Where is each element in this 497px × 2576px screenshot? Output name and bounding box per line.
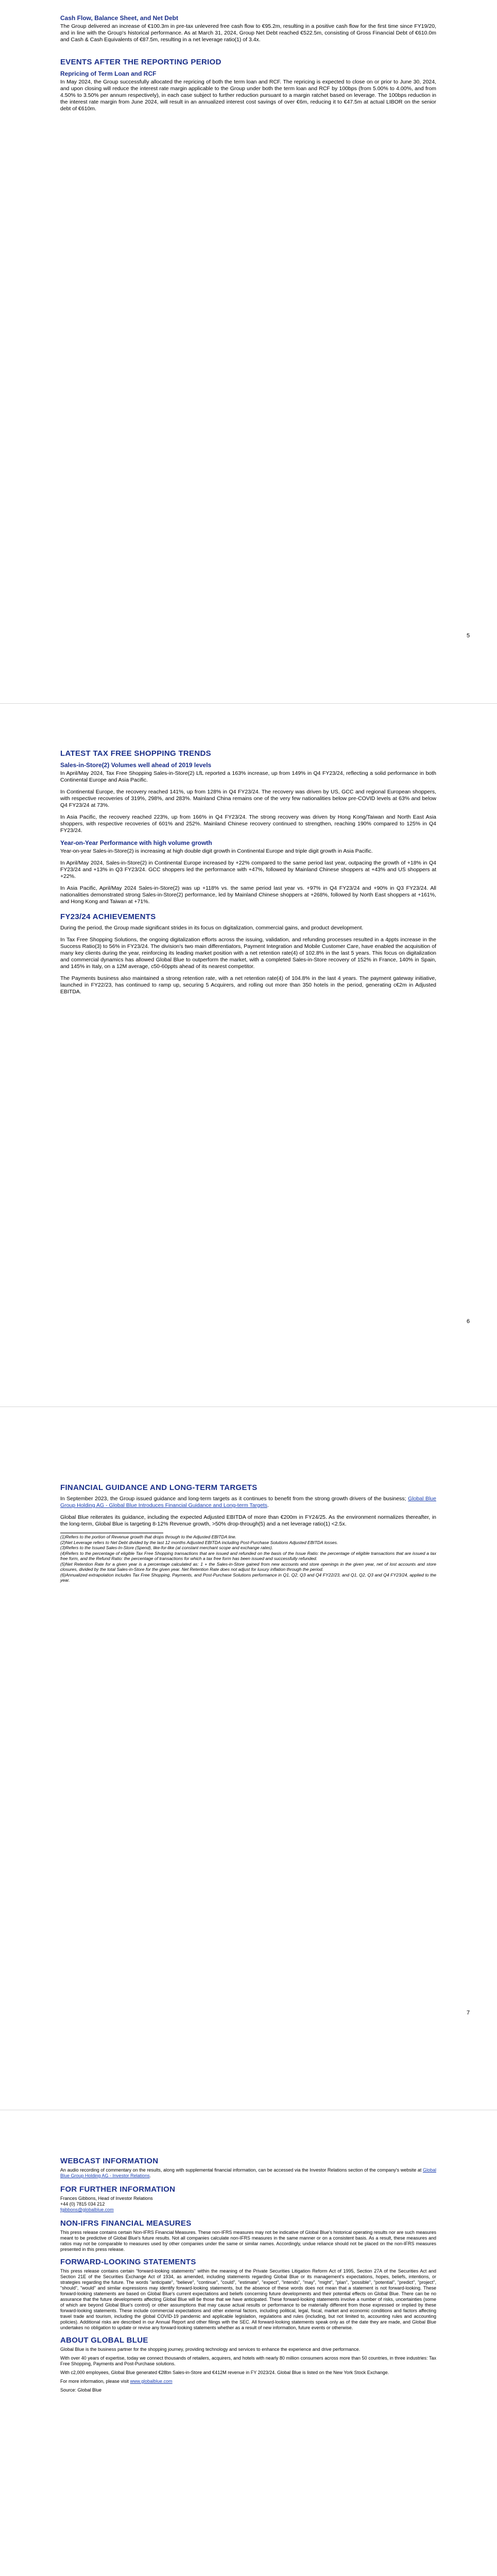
guidance-paragraph: Global Blue reiterates its guidance, including the expected Adjusted EBITDA of more than €200m in FY24/25. As the environment normalizes thereafter, in the long-term, Global Blue is targeting 8-12% Revenue growth, >50% drop-through(5) and a net leverage ratio(1) <2.5x.: [60, 1514, 436, 1527]
achievements-paragraph: In Tax Free Shopping Solutions, the ongoing digitalization efforts across the issuing, validation, and refunding processes resulted in a 4ppts increase in the Success Ratio(3) to 56% in FY23/24. The division's two main differentiators, Payment Integration and Mobile Customer Care, have enabled the acquisition of many key clients during the year, reinforcing its leading market position with a net retention rate(4) of 102.8% in the last 5 years. This focus on digitalization and commercial dynamics has allowed Global Blue to outperform the market, with a completed Sales-in-Store recovery of 152% in France, 140% in Spain, and 145% in Italy, on a 12M average, c50-60ppts ahead of its nearest competitor.: [60, 937, 436, 970]
website-link[interactable]: www.globalblue.com: [130, 2379, 173, 2384]
guidance-press-release-link[interactable]: Global Blue Group Holding AG - Global Blue Introduces Financial Guidance and Long-term Targets: [60, 1496, 436, 1509]
webcast-paragraph: An audio recording of commentary on the results, along with supplemental financial information, can be accessed via the Investor Relations section of the company's website at Global Blue Group Holding AG - Investor Relations.: [60, 2167, 436, 2178]
trends-paragraph: Year-on-year Sales-in-Store(2) is increasing at high double digit growth in Continental Europe and triple digit growth in Asia Pacific.: [60, 848, 373, 854]
page-6: [0, 703, 497, 1407]
non-ifrs-heading: NON-IFRS FINANCIAL MEASURES: [60, 2219, 192, 2228]
achievements-heading: FY23/24 ACHIEVEMENTS: [60, 912, 156, 921]
footnote: (2)Net Leverage refers to Net Debt divided by the last 12 months Adjusted EBITDA including Post-Purchase Solutions Adjusted EBITDA losses.: [60, 1539, 338, 1545]
forward-looking-heading: FORWARD-LOOKING STATEMENTS: [60, 2258, 196, 2266]
page-number: 5: [467, 633, 470, 639]
page-5-content: [60, 14, 436, 117]
footnote: (6)Annualized extrapolation includes Tax Free Shopping, Payments, and Post-Purchase Solutions performance in Q1, Q2, Q3 and Q4 FY22/23, and Q1, Q2, Q3 and Q4 FY23/24, applied to the year.: [60, 1572, 436, 1583]
footnote: (3)Refers to the Issued Sales-In-Store (Spend), like-for-like (at constant merchant scope and exchange rates).: [60, 1545, 273, 1550]
trends-paragraph: In April/May 2024, Sales-in-Store(2) in Continental Europe increased by +22% compared to the same period last year, outpacing the growth of +18% in Q4 FY23/24 and +13% in Q3 FY23/24. GCC shoppers led the performance with +47%, followed by Mainland Chinese shoppers at +43% and US shoppers at +22%.: [60, 860, 436, 879]
trends-heading: LATEST TAX FREE SHOPPING TRENDS: [60, 749, 211, 758]
page-number: 7: [467, 2010, 470, 2016]
contact-phone: +44 (0) 7815 034 212: [60, 2201, 105, 2207]
page-7: [0, 1406, 497, 2110]
investor-relations-link[interactable]: Global Blue Group Holding AG - Investor Relations: [60, 2167, 436, 2178]
page-number: 6: [467, 1318, 470, 1325]
repricing-subheading: Repricing of Term Loan and RCF: [60, 70, 157, 77]
about-heading: ABOUT GLOBAL BLUE: [60, 2336, 148, 2345]
non-ifrs-paragraph: This press release contains certain Non-IFRS Financial Measures. These non-IFRS measures may not be indicative of Global Blue's historical operating results nor are such measures meant to be predictive of Global Blue's future results. Not all companies calculate non-IFRS measures in the same manner or on a consistent basis. As a result, these measures and ratios may not be comparable to measures used by other companies under the same or similar names. Accordingly, undue reliance should not be placed on the non-IFRS measures presented in this press release.: [60, 2230, 436, 2252]
trends-subheading-volumes: Sales-in-Store(2) Volumes well ahead of 2019 levels: [60, 761, 212, 769]
contact-name: Frances Gibbons, Head of Investor Relations: [60, 2196, 153, 2201]
about-paragraph: Global Blue is the business partner for the shopping journey, providing technology and services to enhance the experience and drive performance.: [60, 2347, 361, 2352]
cash-flow-heading: Cash Flow, Balance Sheet, and Net Debt: [60, 14, 178, 22]
about-paragraph: With over 40 years of expertise, today we connect thousands of retailers, acquirers, and hotels with nearly 80 million consumers across more than 50 countries, in three industries: Tax Free Shopping, Payments and Post-Purchase solutions.: [60, 2355, 436, 2366]
trends-paragraph: In Continental Europe, the recovery reached 141%, up from 128% in Q4 FY23/24. The recovery was driven by US, GCC and regional European shoppers, with respective recoveries of 319%, 298%, and 283%. Mainland China remains one of the very few nationalities below pre-COVID levels at 63% and below Q4 FY23/24 at 73%.: [60, 789, 436, 808]
trends-paragraph: In April/May 2024, Tax Free Shopping Sales-in-Store(2) LfL reported a 163% increase, up from 149% in Q4 FY23/24, reflecting a solid performance in both Continental Europe and Asia Pacific.: [60, 770, 436, 783]
events-heading: EVENTS AFTER THE REPORTING PERIOD: [60, 58, 221, 66]
source-note: Source: Global Blue: [60, 2387, 102, 2393]
cash-flow-paragraph: The Group delivered an increase of €100.3m in pre-tax unlevered free cash flow to €95.2m, resulting in a positive cash flow for the first time since FY19/20, and in line with the Group's historical performance. As at March 31, 2024, Group Net Debt reached €522.5m, consisting of Gross Financial Debt of €610.0m and Cash & Cash Equivalents of €87.5m, resulting in a net leverage ratio(1) of 3.4x.: [60, 23, 436, 43]
further-info-heading: FOR FURTHER INFORMATION: [60, 2185, 176, 2194]
guidance-paragraph: In September 2023, the Group issued guidance and long-term targets as it continues to benefit from the strong growth drivers of the business; Global Blue Group Holding AG - Global Blue Introduces Financial Guidance and Long-term Targets.: [60, 1496, 436, 1509]
page-6-content: [60, 749, 436, 1001]
footnote: (4)Refers to the percentage of eligible Tax Free Shopping transactions that are issued and refunded on the basis of the Issue Ratio: the percentage of eligible transactions that are issued a tax free form, and the Refund Ratio: the percentage of transactions for which a tax free form has been issued and successfully refunded.: [60, 1550, 436, 1561]
achievements-paragraph: During the period, the Group made significant strides in its focus on digitalization, commercial gains, and product development.: [60, 925, 364, 931]
page-7-content: [60, 1483, 436, 1583]
footnote: (5)Net Retention Rate for a given year is a percentage calculated as: 1 + the Sales-in-Store gained from new accounts and store openings in the given year, net of lost accounts and store closures, divided by the total Sales-in-Store for the given year. Net Retention Rate does not adjust for luxury inflation through the period.: [60, 1561, 436, 1572]
footnotes: [60, 1534, 436, 1583]
repricing-paragraph: In May 2024, the Group successfully allocated the repricing of both the term loan and RCF. The repricing is expected to close on or prior to June 30, 2024, and upon closing will reduce the interest rate margin applicable to the Group under both the term loan and RCF by 100bps (from 5.00% to 4.00%, and from 4.50% to 3.50% per annum respectively), in each case subject to further reduction pursuant to a margin ratchet based on leverage. The 100bps reduction in the interest rate margin from June 2024, will result in an annualized interest cost savings of over €6m, reducing it to €47.5m at actual LIBOR on the senior debt of €610m.: [60, 79, 436, 112]
about-paragraph: For more information, please visit www.globalblue.com: [60, 2379, 173, 2384]
achievements-paragraph: The Payments business also maintained a strong retention rate, with a net retention rate(4) of 104.8% in the last 4 years. The payment gateway initiative, launched in FY22/23, has continued to ramp up, securing 5 Acquirers, and rolling out more than 350 hotels in the period, generating c€2m in Adjusted EBITDA.: [60, 975, 436, 995]
about-paragraph: With c2,000 employees, Global Blue generated €28bn Sales-in-Store and €412M revenue in FY 2023/24. Global Blue is listed on the New York Stock Exchange.: [60, 2370, 389, 2375]
footnote: (1)Refers to the portion of Revenue growth that drops through to the Adjusted EBITDA line.: [60, 1534, 236, 1539]
webcast-heading: WEBCAST INFORMATION: [60, 2157, 159, 2165]
page-8: [0, 2110, 497, 2576]
trends-paragraph: In Asia Pacific, April/May 2024 Sales-in-Store(2) was up +118% vs. the same period last year vs. +97% in Q4 FY23/24 and +90% in Q3 FY23/24. All nationalities demonstrated strong Sales-in-Store(2) performance, led by Mainland Chinese shoppers at +268%, followed by North East shoppers at +161%, and Hong Kong and Taiwan at +71%.: [60, 885, 436, 905]
trends-paragraph: In Asia Pacific, the recovery reached 223%, up from 166% in Q4 FY23/24. The strong recovery was driven by Hong Kong/Taiwan and North East Asia shoppers, with respective recoveries of 601% and 252%. Mainland Chinese recovery continued to strengthen, reaching 190% compared to 125% in Q4 FY23/24.: [60, 814, 436, 834]
forward-looking-paragraph: This press release contains certain "forward-looking statements" within the meaning of the Private Securities Litigation Reform Act of 1995, Section 27A of the Securities Act and Section 21E of the Securities Exchange Act of 1934, as amended, including statements regarding Global Blue or its management's expectations, hopes, beliefs, intentions, or strategies regarding the future. The words "anticipate", "believe", "continue", "could", "estimate", "expect", "intends", "may", "might", "plan", "possible", "potential", "predict", "project", "should", "would" and similar expressions may identify forward-looking statements, but the absence of these words does not mean that a statement is not forward-looking. These forward-looking statements are based on Global Blue's current expectations and beliefs concerning future developments and their potential effects on Global Blue. There can be no assurance that the future developments affecting Global Blue will be those that we have anticipated. These forward-looking statements involve a number of risks, uncertainties (some of which are beyond Global Blue's control) or other assumptions that may cause actual results or performance to be materially different from those expressed or implied by these forward-looking statements. These include commercial expectations and other external factors, including political, legal, fiscal, market and economic conditions and factors affecting travel trade and tourism, including the global COVID-19 pandemic and applicable legislation, regulations and rules (including, but not limited to, accounting rules and accounting policies). Additional risks are described in our Annual Report and other filings with the SEC. All forward-looking statements speak only as of the date they are made, and Global Blue undertakes no obligation to update or revise any forward-looking statements whether as a result of new information, future events or otherwise.: [60, 2268, 436, 2330]
guidance-heading: FINANCIAL GUIDANCE AND LONG-TERM TARGETS: [60, 1483, 258, 1492]
page-8-content: [60, 2157, 436, 2396]
contact-block: [60, 2196, 436, 2213]
contact-email-link[interactable]: fgibbons@globalblue.com: [60, 2207, 114, 2212]
page-5: [0, 0, 497, 703]
trends-subheading-yoy: Year-on-Year Performance with high volume growth: [60, 839, 212, 846]
